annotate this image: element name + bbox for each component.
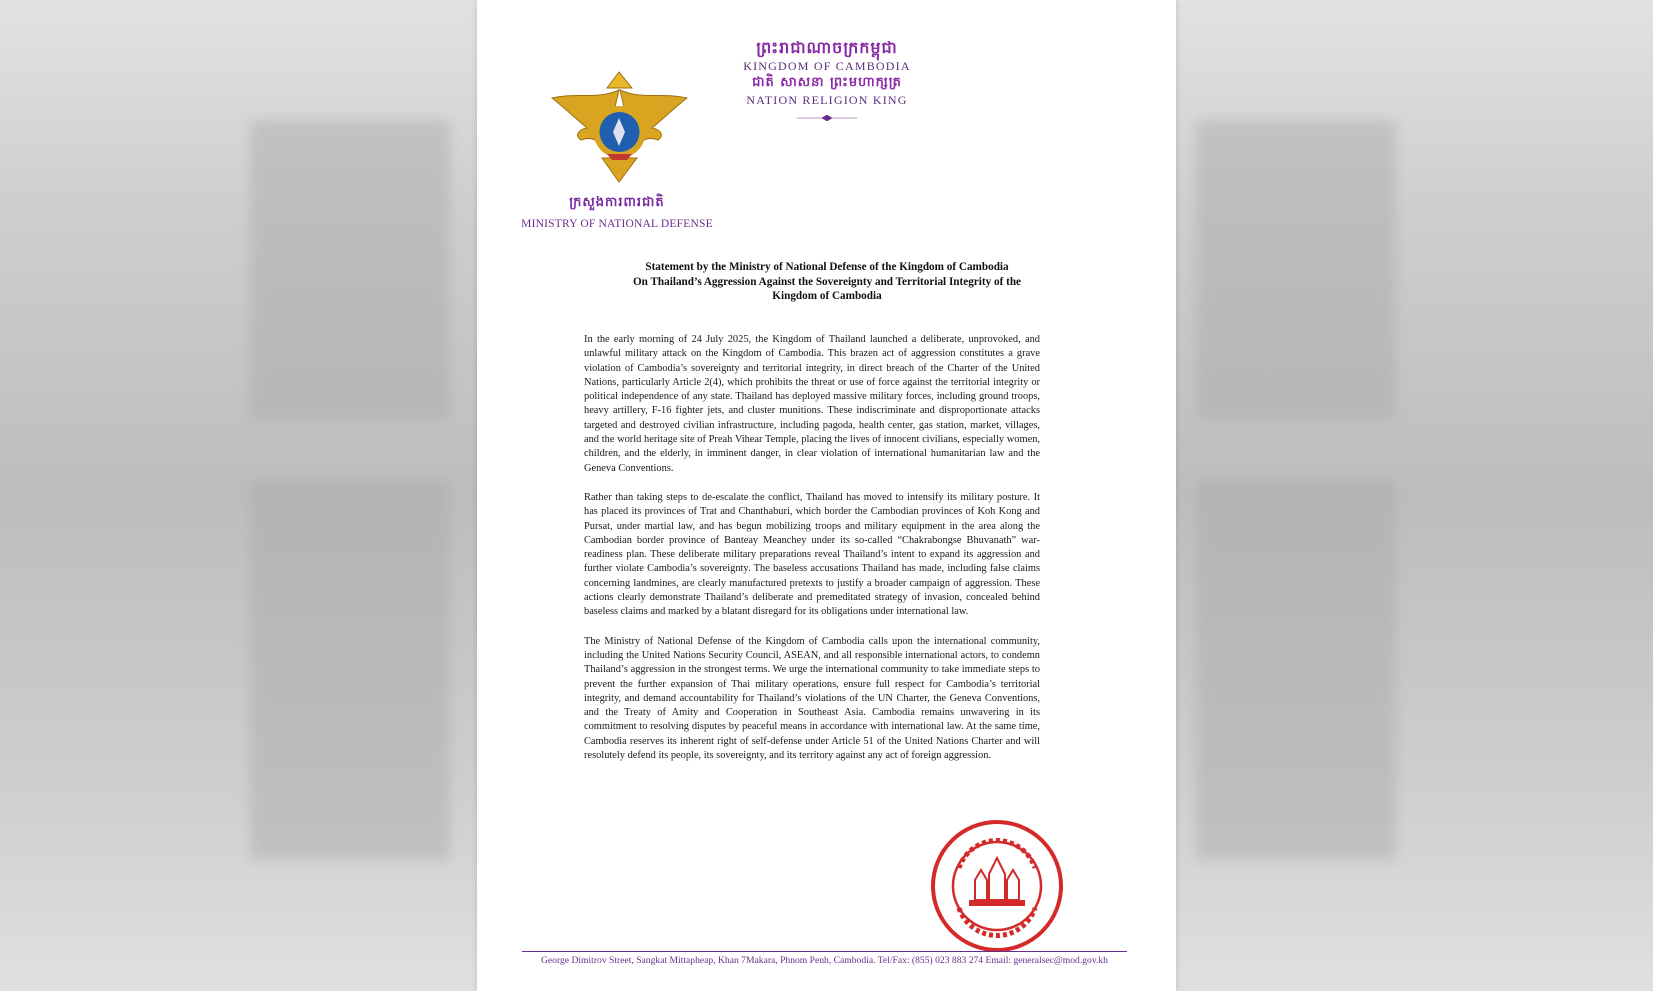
footer-rule xyxy=(522,951,1127,952)
kingdom-name-khmer: ព្រះរាជាណាចក្រកម្ពុជា xyxy=(756,38,898,57)
paragraph-1: In the early morning of 24 July 2025, the Kingdom of Thailand launched a deliberate, unprovoked, and unlawful military attack on the Kingdom of Cambodia. This brazen act of aggression constitutes a grave violation of Cambodia’s sovereignty and territorial integrity, in direct breach of the Charter of the United Nations, particularly Article 2(4), which prohibits the threat or use of force against the territorial integrity or political independence of any state. Thailand has deployed massive military forces, including ground troops, heavy artillery, F-16 fighter jets, and cluster munitions. These indiscriminate and disproportionate attacks targeted and destroyed civilian infrastructure, including pagoda, health center, gas station, market, villages, and the world heritage site of Preah Vihear Temple, placing the lives of innocent civilians, especially women, children, and the elderly, in imminent danger, in clear violation of international humanitarian law and the Geneva Conventions. xyxy=(584,334,1040,474)
ministry-emblem-icon xyxy=(547,70,692,190)
kingdom-name-english: KINGDOM OF CAMBODIA xyxy=(743,59,911,73)
title-line-2: On Thailand’s Aggression Against the Sovereignty and Territorial Integrity of the xyxy=(632,275,1022,288)
header-ornament-icon xyxy=(797,115,857,121)
paragraph-3: The Ministry of National Defense of the Kingdom of Cambodia calls upon the international community, including the United Nations Security Council, ASEAN, and all responsible international actors, to condemn Thailand’s aggression in the strongest terms. We urge the international community to take immediate steps to prevent the further expansion of Thai military operations, ensure full respect for Cambodia’s territorial integrity, and demand accountability for Thailand’s violations of the UN Charter, the Geneva Conventions, and the Treaty of Amity and Cooperation in Southeast Asia. Cambodia remains unwavering in its commitment to resolving disputes by peaceful means in accordance with international law. At the same time, Cambodia reserves its inherent right of self-defense under Article 51 of the United Nations Charter and will resolutely defend its people, its sovereignty, and its territory against any act of foreign aggression. xyxy=(584,635,1040,762)
footer-address: George Dimitrov Street, Sangkat Mittapheap, Khan 7Makara, Phnom Penh, Cambodia. Tel/Fax: (855) 023 883 274 Email: generalsec@mod.gov.kh xyxy=(541,955,1108,966)
title-line-1: Statement by the Ministry of National Defense of the Kingdom of Cambodia xyxy=(645,261,1009,273)
statement-body xyxy=(584,333,1040,778)
blurred-background-left xyxy=(0,0,477,991)
motto-english: NATION RELIGION KING xyxy=(746,93,908,107)
official-seal-stamp-icon xyxy=(929,818,1065,954)
statement-title xyxy=(577,260,1077,304)
kingdom-header xyxy=(707,38,947,126)
ministry-name-khmer: ក្រសួងការពារជាតិ xyxy=(569,195,665,210)
blurred-background-right xyxy=(1176,0,1653,991)
title-line-3: Kingdom of Cambodia xyxy=(772,290,882,302)
motto-khmer: ជាតិ សាសនា ព្រះមហាក្សត្រ xyxy=(752,75,902,90)
document-page xyxy=(477,0,1176,991)
ministry-name-english: MINISTRY OF NATIONAL DEFENSE xyxy=(521,218,713,230)
paragraph-2: Rather than taking steps to de-escalate the conflict, Thailand has moved to intensify its military posture. It has placed its provinces of Trat and Chanthaburi, which border the Cambodian provinces of Koh Kong and Pursat, under martial law, and has begun mobilizing troops and military equipment in the area along the Cambodian border province of Banteay Meanchey under its so-called “Chakrabongse Bhuvanath” war-readiness plan. These deliberate military preparations reveal Thailand’s intent to expand its aggression and further violate Cambodia’s sovereignty. The baseless accusations Thailand has made, including false claims concerning landmines, are clearly manufactured pretexts to justify a broader campaign of aggression. These actions clearly demonstrate Thailand’s deliberate and premeditated strategy of invasion, concealed behind baseless claims and marked by a blatant disregard for its obligations under international law. xyxy=(584,491,1040,618)
